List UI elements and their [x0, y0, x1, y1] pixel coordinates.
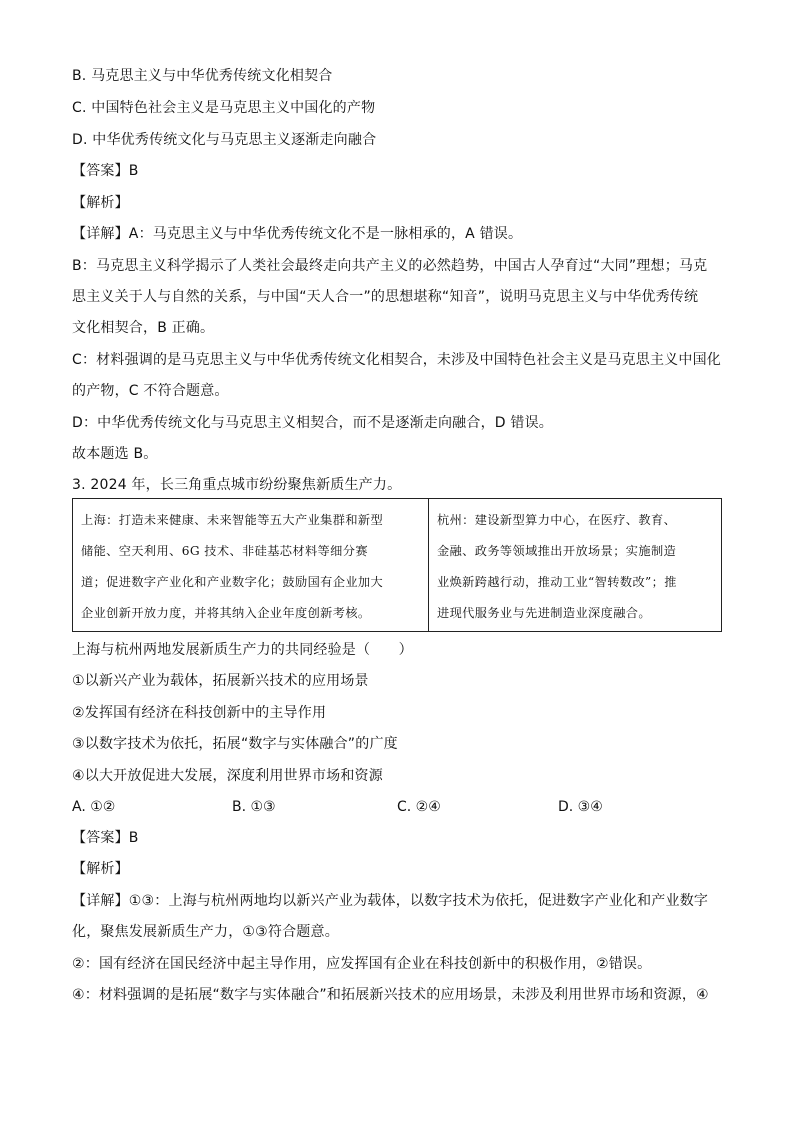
material-hangzhou: [429, 499, 721, 631]
statement-4: ④以大开放促进大发展，深度利用世界市场和资源: [72, 768, 383, 784]
option-b: B. 马克思主义与中华优秀传统文化相契合: [72, 68, 333, 84]
detail-line: 【详解】A：马克思主义与中华优秀传统文化不是一脉相承的，A 错误。: [72, 226, 523, 242]
material-line: 杭州：建设新型算力中心，在医疗、教育、: [437, 513, 677, 527]
detail-line: ②：国有经济在国民经济中起主导作用，应发挥国有企业在科技创新中的积极作用，②错误。: [72, 956, 652, 972]
material-line: 企业创新开放力度，并将其纳入企业年度创新考核。: [81, 606, 371, 620]
material-line: 道；促进数字产业化和产业数字化；鼓励国有企业加大: [81, 575, 384, 589]
detail-line: D：中华优秀传统文化与马克思主义相契合，而不是逐渐走向融合，D 错误。: [72, 415, 554, 431]
option-d: D. ③④: [558, 799, 603, 815]
detail-line: B：马克思主义科学揭示了人类社会最终走向共产主义的必然趋势，中国古人孕育过“大同”理想；马克: [72, 258, 708, 274]
option-b: B. ①③: [232, 799, 276, 815]
question-stem: 3. 2024 年，长三角重点城市纷纷聚焦新质生产力。: [72, 477, 402, 493]
statement-2: ②发挥国有经济在科技创新中的主导作用: [72, 705, 327, 721]
option-c: C. ②④: [397, 799, 441, 815]
answer-label: 【答案】B: [72, 830, 139, 846]
material-table: [72, 498, 722, 632]
option-c: C. 中国特色社会主义是马克思主义中国化的产物: [72, 100, 376, 116]
material-line: 储能、空天利用、6G 技术、非硅基芯材料等细分赛: [81, 544, 368, 558]
statement-1: ①以新兴产业为载体，拓展新兴技术的应用场景: [72, 673, 369, 689]
conclusion-line: 故本题选 B。: [72, 446, 158, 462]
analysis-label: 【解析】: [72, 861, 129, 877]
answer-options: [72, 797, 722, 817]
detail-line: 文化相契合，B 正确。: [72, 320, 215, 336]
material-shanghai: [73, 499, 429, 631]
material-line: 上海：打造未来健康、未来智能等五大产业集群和新型: [81, 513, 384, 527]
material-line: 金融、政务等领域推出开放场景；实施制造: [437, 544, 677, 558]
option-d: D. 中华优秀传统文化与马克思主义逐渐走向融合: [72, 132, 377, 148]
detail-line: 【详解】①③：上海与杭州两地均以新兴产业为载体，以数字技术为依托，促进数字产业化和产业数字: [72, 893, 709, 909]
detail-line: 化，聚焦发展新质生产力，①③符合题意。: [72, 924, 339, 940]
detail-line: C：材料强调的是马克思主义与中华优秀传统文化相契合，未涉及中国特色社会主义是马克思主义中国化: [72, 352, 721, 368]
analysis-label: 【解析】: [72, 195, 129, 211]
detail-line: 思主义关于人与自然的关系，与中国“天人合一”的思想堪称“知音”，说明马克思主义与中华优秀传统: [72, 289, 699, 305]
option-a: A. ①②: [72, 799, 116, 815]
detail-line: ④：材料强调的是拓展“数字与实体融合”和拓展新兴技术的应用场景，未涉及利用世界市场和资源，④: [72, 987, 709, 1003]
question-prompt: 上海与杭州两地发展新质生产力的共同经验是（ ）: [72, 642, 413, 658]
material-line: 进现代服务业与先进制造业深度融合。: [437, 606, 651, 620]
detail-line: 的产物，C 不符合题意。: [72, 383, 229, 399]
answer-label: 【答案】B: [72, 163, 139, 179]
statement-3: ③以数字技术为依托，拓展“数字与实体融合”的广度: [72, 736, 398, 752]
material-line: 业焕新跨越行动，推动工业“智转数改”；推: [437, 575, 677, 589]
